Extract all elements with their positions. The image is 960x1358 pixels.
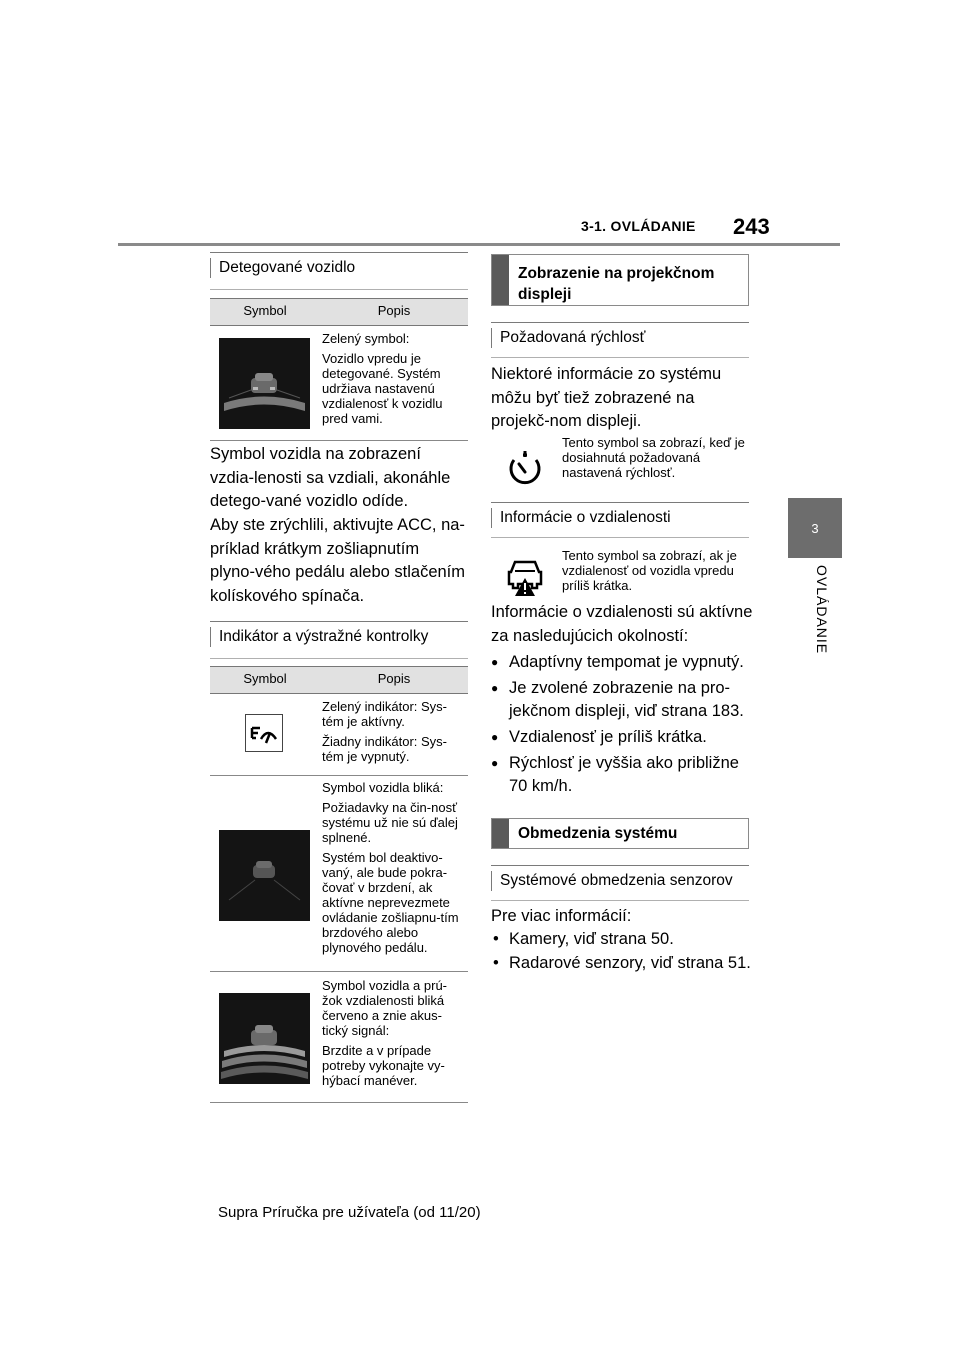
detected-vehicle-title: Detegované vozidlo	[210, 258, 468, 278]
acc-indicator-icon	[245, 714, 283, 752]
speed-icon-description: Tento symbol sa zobrazí, keď je dosiahnutá požadovaná nastavená rýchlosť.	[562, 435, 745, 480]
list-item: • Kamery, viď strana 50.	[491, 928, 753, 952]
desc-line: Zelený symbol:	[322, 331, 410, 346]
distance-subtitle: Informácie o vzdialenosti	[491, 508, 749, 528]
vehicle-warning-icon	[503, 554, 547, 598]
distance-subheading	[491, 502, 749, 538]
table-row	[210, 692, 468, 776]
vehicle-distance-icon	[219, 830, 310, 921]
heading-bar	[492, 255, 509, 305]
table-row	[210, 971, 468, 1103]
desc-line: Symbol vozidla bliká:	[322, 780, 444, 795]
desc-line: Zelený indikátor: Sys-tém je aktívny.	[322, 699, 447, 729]
table-row	[210, 324, 468, 441]
footer-text: Supra Príručka pre užívateľa (od 11/20)	[218, 1204, 481, 1221]
list-item: ● Adaptívny tempomat je vypnutý.	[491, 651, 753, 674]
vehicle-distance-icon	[219, 338, 310, 429]
paragraph: Pre viac informácií:	[491, 907, 632, 925]
chapter-label: OVLÁDANIE	[814, 565, 830, 655]
paragraph: Aby ste zrýchlili, aktivujte ACC, na-príklad krátkym zošliapnutím plyno-vého pedálu alebo stlačením kolískového spínača.	[210, 516, 466, 605]
hud-title: Zobrazenie na projekčnom displeji	[518, 265, 715, 303]
desc-line: Brzdite a v prípade potreby vykonajte vy-hýbací manéver.	[322, 1043, 445, 1088]
desc-line: Vozidlo vpredu je detegované. Systém udržiava nastavenú vzdialenosť k vozidlu pred vami.	[322, 351, 443, 426]
sensors-subtitle: Systémové obmedzenia senzorov	[491, 871, 749, 891]
list-item: ● Je zvolené zobrazenie na pro-jekčnom displeji, viď strana 183.	[491, 677, 753, 723]
paragraph: Symbol vozidla na zobrazení vzdia-lenosti sa vzdiali, akonáhle detego-vané vozidlo odíde.	[210, 445, 451, 510]
desc-line: Žiadny indikátor: Sys-tém je vypnutý.	[322, 734, 447, 764]
bullet-list	[491, 651, 753, 801]
col-description: Popis	[377, 303, 411, 318]
col-symbol: Symbol	[243, 671, 287, 686]
list-item: ● Rýchlosť je vyššia ako približne 70 km/h.	[491, 752, 753, 798]
hud-heading	[491, 254, 749, 306]
desc-line: Systém bol deaktivo-vaný, ale bude pokra-čovať v brzdení, ak aktívne neprevezmete ovládanie zošliapnu-tím brzdového alebo plynového pedálu.	[322, 850, 459, 955]
list-item: • Radarové senzory, viď strana 51.	[491, 952, 753, 976]
detected-vehicle-heading	[210, 252, 468, 290]
paragraph: Informácie o vzdialenosti sú aktívne za nasledujúcich okolností:	[491, 603, 753, 645]
row-description	[322, 978, 464, 1093]
row-description	[322, 331, 464, 431]
distance-icon-description: Tento symbol sa zobrazí, ak je vzdialenosť od vozidla vpredu príliš krátka.	[562, 548, 737, 593]
list-item: ● Vzdialenosť je príliš krátka.	[491, 726, 753, 749]
link-list	[491, 928, 753, 975]
limits-title: Obmedzenia systému	[518, 825, 678, 842]
desc-line: Symbol vozidla a prú-žok vzdialenosti bliká červeno a znie akus-tický signál:	[322, 978, 447, 1038]
col-symbol: Symbol	[243, 303, 287, 318]
header-rule	[118, 243, 840, 246]
indicator-title: Indikátor a výstražné kontrolky	[210, 627, 468, 647]
speed-subheading	[491, 322, 749, 358]
desc-line: Požiadavky na čin-nosť systému už nie sú ďalej splnené.	[322, 800, 458, 845]
table-row	[210, 775, 468, 972]
heading-bar	[492, 819, 509, 848]
section-title: 3-1. OVLÁDANIE	[581, 218, 696, 234]
row-description	[322, 699, 464, 769]
row-description	[322, 780, 466, 960]
table-header	[210, 298, 468, 326]
indicator-heading	[210, 621, 468, 659]
speedometer-icon	[505, 448, 545, 488]
paragraph: Niektoré informácie zo systému môžu byť tiež zobrazené na projekč-nom displeji.	[491, 365, 722, 430]
col-description: Popis	[377, 671, 411, 686]
chapter-number: 3	[811, 520, 819, 536]
sensors-subheading	[491, 865, 749, 901]
vehicle-distance-icon	[219, 993, 310, 1084]
table-header	[210, 666, 468, 694]
speed-subtitle: Požadovaná rýchlosť	[491, 328, 749, 348]
chapter-tab	[788, 498, 842, 558]
limits-heading	[491, 818, 749, 849]
page-number: 243	[733, 214, 770, 239]
